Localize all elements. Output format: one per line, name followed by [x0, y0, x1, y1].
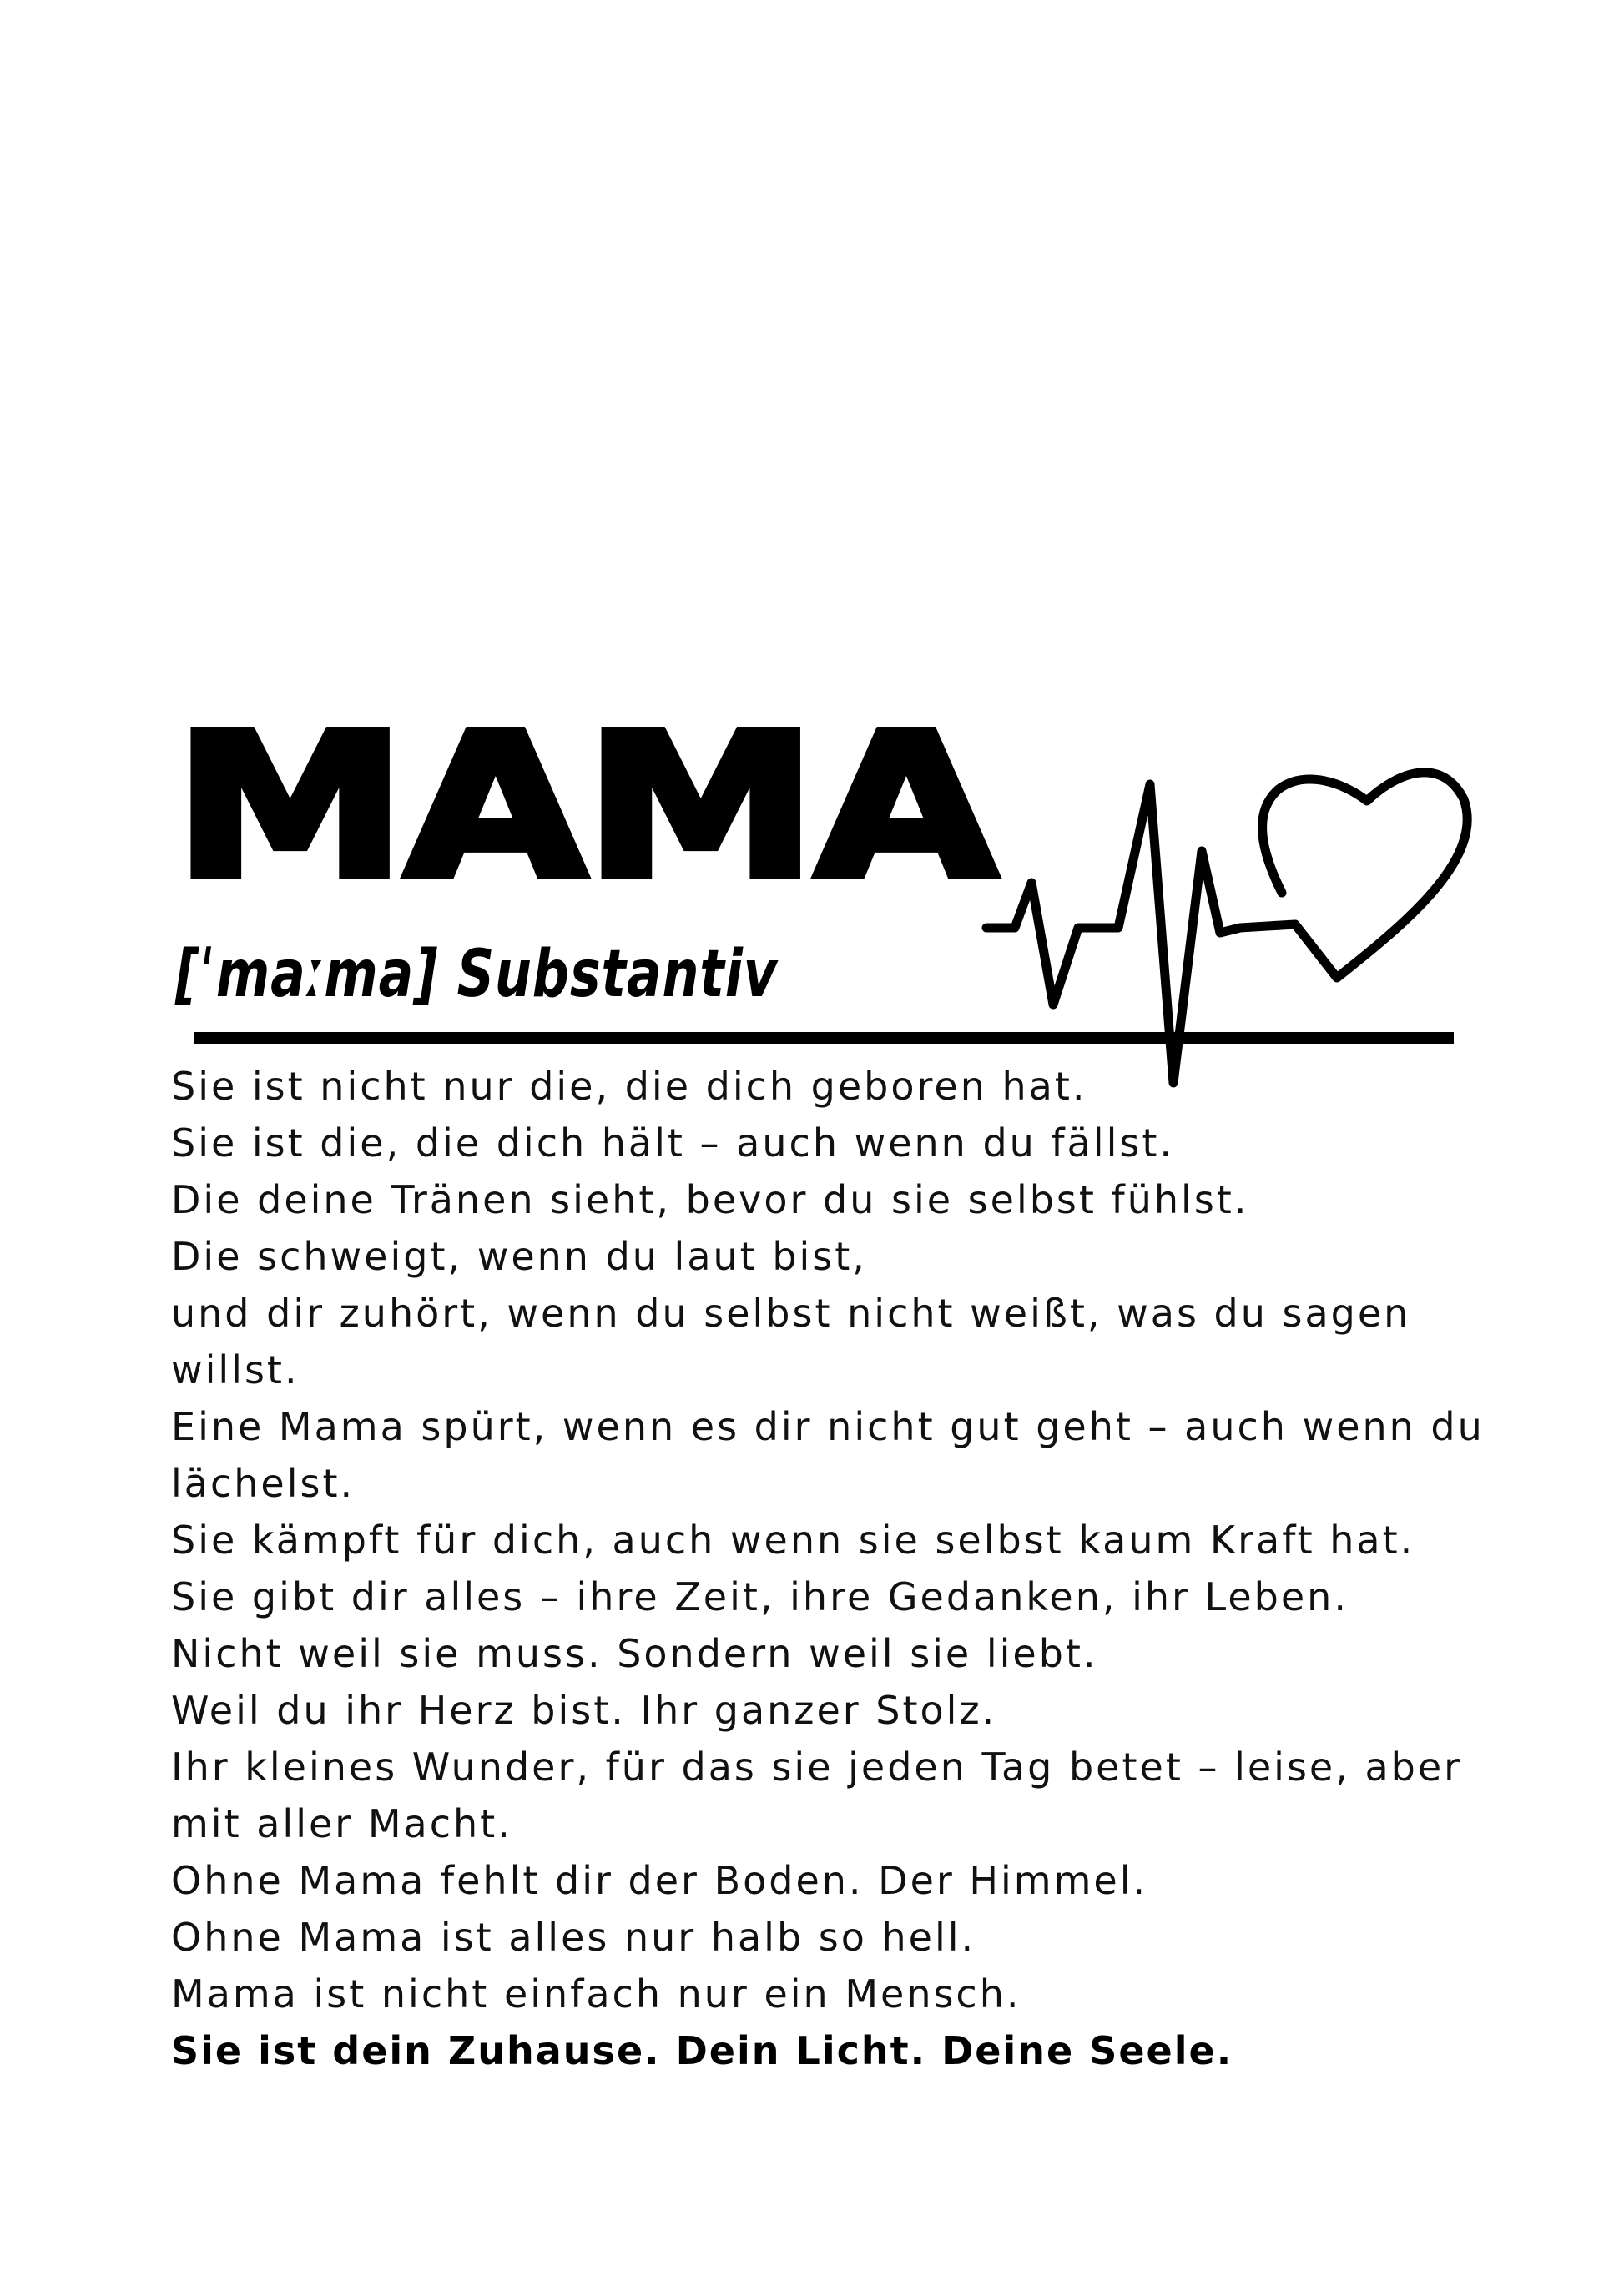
text-line: Mama ist nicht einfach nur ein Mensch. [171, 1971, 1021, 2017]
text-line: Ohne Mama ist alles nur halb so hell. [171, 1915, 976, 1960]
text-line: und dir zuhört, wenn du selbst nicht weißt, was du sagen [171, 1291, 1411, 1336]
page-title: MAMA [174, 692, 996, 923]
definition-text [171, 1058, 1485, 2079]
text-line: willst. [171, 1347, 300, 1392]
text-line: Weil du ihr Herz bist. Ihr ganzer Stolz. [171, 1688, 997, 1733]
text-line: Sie ist nicht nur die, die dich geboren hat. [171, 1064, 1087, 1109]
closing-line: Sie ist dein Zuhause. Dein Licht. Deine Seele. [171, 2028, 1233, 2073]
text-line: Sie gibt dir alles – ihre Zeit, ihre Gedanken, ihr Leben. [171, 1574, 1349, 1619]
text-line: Nicht weil sie muss. Sondern weil sie liebt. [171, 1631, 1098, 1676]
text-line: mit aller Macht. [171, 1801, 512, 1846]
text-line: Ohne Mama fehlt dir der Boden. Der Himmel. [171, 1858, 1148, 1903]
text-line: Eine Mama spürt, wenn es dir nicht gut geht – auch wenn du [171, 1404, 1485, 1449]
text-line: lächelst. [171, 1461, 356, 1506]
text-line: Sie ist die, die dich hält – auch wenn du fällst. [171, 1120, 1174, 1166]
text-line: Die schweigt, wenn du laut bist, [171, 1234, 867, 1279]
text-line: Ihr kleines Wunder, für das sie jeden Tag betet – leise, aber [171, 1745, 1463, 1790]
phonetic-subtitle: [ˈmaːma] Substantiv [175, 937, 778, 1012]
text-line: Die deine Tränen sieht, bevor du sie selbst fühlst. [171, 1177, 1249, 1222]
text-line: Sie kämpft für dich, auch wenn sie selbst kaum Kraft hat. [171, 1518, 1415, 1563]
heartbeat-line [986, 773, 1467, 1083]
